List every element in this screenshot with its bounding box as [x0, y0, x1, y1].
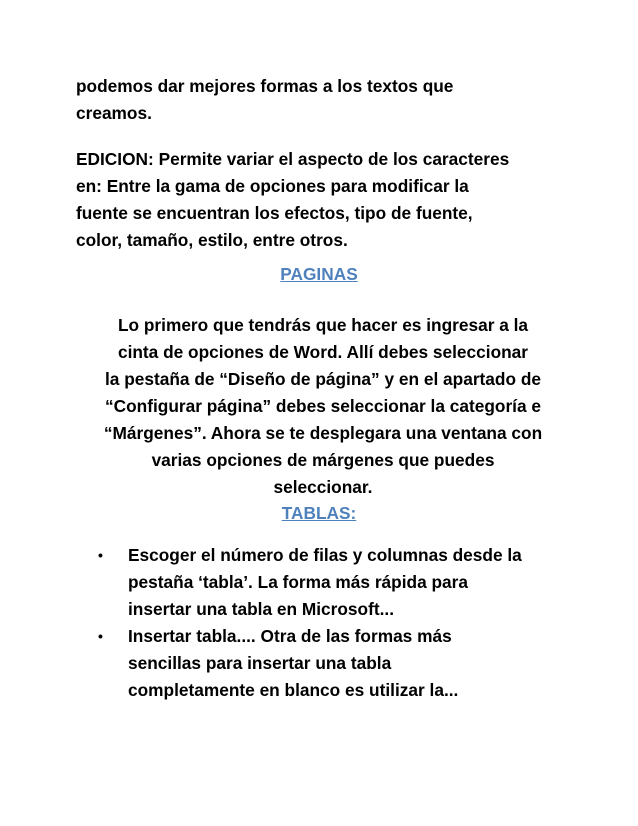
paginas-line: “Configurar página” debes seleccionar la categoría e [104, 396, 541, 416]
list-item-line: completamente en blanco es utilizar la... [128, 680, 459, 700]
intro-line: podemos dar mejores formas a los textos que [76, 76, 454, 96]
list-item [94, 542, 574, 623]
paginas-line: cinta de opciones de Word. Allí debes seleccionar [117, 342, 529, 362]
edicion-line: EDICION: Permite variar el aspecto de los caracteres [76, 149, 510, 169]
tablas-heading: TABLAS: [281, 503, 357, 523]
paginas-line: la pestaña de “Diseño de página” y en el apartado de [105, 369, 541, 389]
list-item-line: insertar una tabla en Microsoft... [128, 599, 394, 619]
intro-paragraph [76, 73, 576, 127]
list-item [94, 623, 574, 704]
paginas-heading: PAGINAS [280, 264, 358, 284]
paginas-line: Lo primero que tendrás que hacer es ingresar a la [117, 315, 529, 335]
paginas-line: seleccionar. [273, 477, 373, 497]
list-item-line: Escoger el número de filas y columnas desde la [128, 545, 522, 565]
intro-line: creamos. [76, 103, 152, 123]
tablas-bullet-list [94, 542, 574, 704]
edicion-line: en: Entre la gama de opciones para modificar la [76, 176, 469, 196]
edicion-paragraph [76, 146, 576, 254]
paginas-line: “Márgenes”. Ahora se te desplegara una ventana con [103, 423, 543, 443]
bullet-icon: • [98, 547, 103, 563]
edicion-line: fuente se encuentran los efectos, tipo de fuente, [76, 203, 473, 223]
paginas-paragraph [72, 312, 574, 501]
list-item-line: Insertar tabla.... Otra de las formas más [128, 626, 452, 646]
list-item-line: pestaña ‘tabla’. La forma más rápida para [128, 572, 468, 592]
edicion-line: color, tamaño, estilo, entre otros. [76, 230, 348, 250]
list-item-line: sencillas para insertar una tabla [128, 653, 392, 673]
paginas-line: varias opciones de márgenes que puedes [151, 450, 495, 470]
bullet-icon: • [98, 628, 103, 644]
